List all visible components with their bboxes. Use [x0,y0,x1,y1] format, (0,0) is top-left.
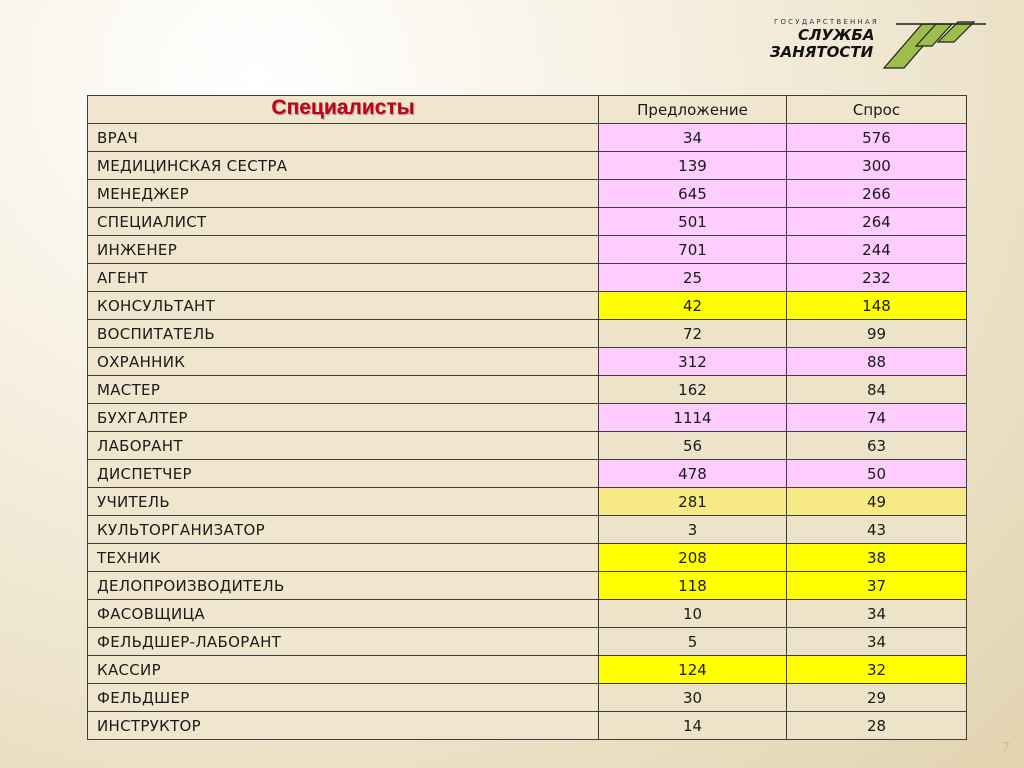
offer-value-cell: 118 [599,572,787,600]
demand-value-cell: 84 [787,376,967,404]
logo-state-text: ГОСУДАРСТВЕННАЯ [774,18,879,26]
table-row [88,348,967,376]
specialist-name-cell: МЕНЕДЖЕР [88,180,599,208]
specialist-name-cell: ВРАЧ [88,124,599,152]
table-row [88,432,967,460]
demand-value-cell: 37 [787,572,967,600]
demand-value-cell: 300 [787,152,967,180]
specialist-name-cell: БУХГАЛТЕР [88,404,599,432]
offer-value-cell: 162 [599,376,787,404]
demand-value-cell: 63 [787,432,967,460]
specialist-name-cell: МЕДИЦИНСКАЯ СЕСТРА [88,152,599,180]
offer-value-cell: 312 [599,348,787,376]
table-row [88,544,967,572]
table-body [88,124,967,740]
offer-value-cell: 14 [599,712,787,740]
offer-value-cell: 139 [599,152,787,180]
offer-value-cell: 56 [599,432,787,460]
logo-service-text: СЛУЖБА [798,26,875,44]
table-row [88,516,967,544]
specialist-name-cell: ФЕЛЬДШЕР [88,684,599,712]
table-row [88,628,967,656]
table-row [88,208,967,236]
table-row [88,152,967,180]
offer-value-cell: 42 [599,292,787,320]
table-row [88,712,967,740]
specialists-table [87,95,967,740]
offer-value-cell: 208 [599,544,787,572]
offer-column-header: Предложение [599,96,787,124]
offer-value-cell: 701 [599,236,787,264]
table-row [88,572,967,600]
demand-value-cell: 266 [787,180,967,208]
table-row [88,320,967,348]
specialist-name-cell: ФАСОВЩИЦА [88,600,599,628]
demand-value-cell: 232 [787,264,967,292]
demand-value-cell: 74 [787,404,967,432]
demand-value-cell: 34 [787,628,967,656]
specialist-name-cell: ТЕХНИК [88,544,599,572]
specialist-name-cell: ФЕЛЬДШЕР-ЛАБОРАНТ [88,628,599,656]
table-row [88,488,967,516]
specialists-title: Специалисты [271,95,415,119]
demand-value-cell: 32 [787,656,967,684]
specialists-column-header [88,96,599,124]
specialist-name-cell: МАСТЕР [88,376,599,404]
logo-employment-text: ЗАНЯТОСТИ [770,43,874,61]
demand-value-cell: 38 [787,544,967,572]
offer-value-cell: 10 [599,600,787,628]
demand-value-cell: 29 [787,684,967,712]
demand-value-cell: 28 [787,712,967,740]
specialist-name-cell: ЛАБОРАНТ [88,432,599,460]
table-row [88,684,967,712]
demand-value-cell: 148 [787,292,967,320]
offer-value-cell: 5 [599,628,787,656]
logo-stripes-icon [876,18,988,70]
demand-value-cell: 49 [787,488,967,516]
demand-value-cell: 34 [787,600,967,628]
specialist-name-cell: КУЛЬТОРГАНИЗАТОР [88,516,599,544]
table-row [88,180,967,208]
offer-value-cell: 124 [599,656,787,684]
page-number: 7 [1001,741,1010,756]
specialist-name-cell: ВОСПИТАТЕЛЬ [88,320,599,348]
demand-value-cell: 244 [787,236,967,264]
table-row [88,264,967,292]
table-row [88,376,967,404]
specialist-name-cell: ИНЖЕНЕР [88,236,599,264]
demand-value-cell: 264 [787,208,967,236]
specialist-name-cell: ДЕЛОПРОИЗВОДИТЕЛЬ [88,572,599,600]
demand-value-cell: 88 [787,348,967,376]
offer-value-cell: 30 [599,684,787,712]
demand-value-cell: 576 [787,124,967,152]
offer-value-cell: 281 [599,488,787,516]
table-row [88,236,967,264]
offer-value-cell: 25 [599,264,787,292]
demand-column-header: Спрос [787,96,967,124]
employment-service-logo [768,16,990,70]
specialist-name-cell: КАССИР [88,656,599,684]
offer-value-cell: 1114 [599,404,787,432]
table-row [88,656,967,684]
demand-value-cell: 43 [787,516,967,544]
table-row [88,404,967,432]
specialist-name-cell: КОНСУЛЬТАНТ [88,292,599,320]
specialist-name-cell: ИНСТРУКТОР [88,712,599,740]
table-row [88,600,967,628]
specialist-name-cell: ОХРАННИК [88,348,599,376]
offer-value-cell: 645 [599,180,787,208]
specialist-name-cell: УЧИТЕЛЬ [88,488,599,516]
table-row [88,292,967,320]
specialist-name-cell: ДИСПЕТЧЕР [88,460,599,488]
table-header-row [88,96,967,124]
offer-value-cell: 34 [599,124,787,152]
offer-value-cell: 501 [599,208,787,236]
offer-value-cell: 478 [599,460,787,488]
offer-value-cell: 72 [599,320,787,348]
demand-value-cell: 50 [787,460,967,488]
demand-value-cell: 99 [787,320,967,348]
specialist-name-cell: СПЕЦИАЛИСТ [88,208,599,236]
offer-value-cell: 3 [599,516,787,544]
specialist-name-cell: АГЕНТ [88,264,599,292]
table-row [88,124,967,152]
table-row [88,460,967,488]
